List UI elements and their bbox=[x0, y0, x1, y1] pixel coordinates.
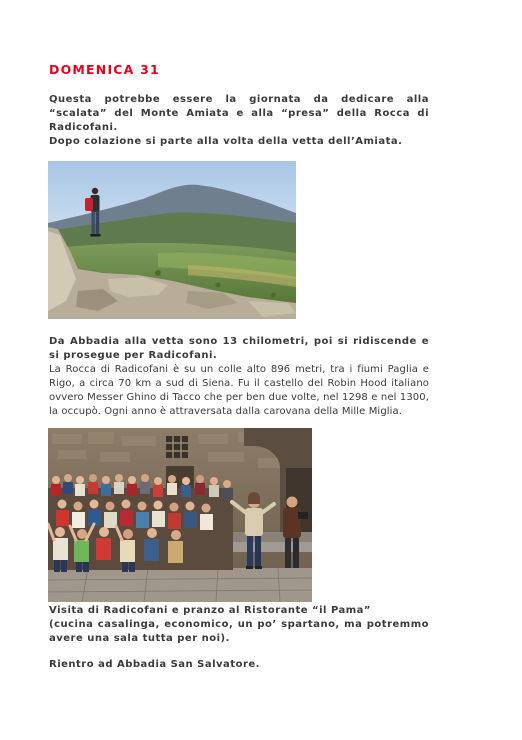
intro-paragraph: Questa potrebbe essere la giornata da dedicare alla “scalata” del Monte Amiata e alla “presa” della Rocca di Radicofani. bbox=[49, 94, 429, 133]
visit-note-paragraph: (cucina casalinga, economico, un po’ spartano, ma potremmo avere una sala tutta per noi). bbox=[49, 619, 429, 644]
group-photo-illustration bbox=[48, 428, 312, 602]
monte-amiata-illustration bbox=[48, 161, 296, 319]
return-paragraph: Rientro ad Abbadia San Salvatore. bbox=[49, 659, 260, 670]
crowd bbox=[48, 474, 233, 572]
day-heading: DOMENICA 31 bbox=[49, 62, 160, 77]
monte-amiata-photo bbox=[48, 161, 296, 319]
departure-paragraph: Dopo colazione si parte alla volta della vetta dell’Amiata. bbox=[49, 136, 403, 147]
route-paragraph: Da Abbadia alla vetta sono 13 chilometri, poi si ridiscende e si prosegue per Radicofani. bbox=[49, 336, 429, 361]
group-photo bbox=[48, 428, 312, 602]
radicofani-description: La Rocca di Radicofani è su un colle alto 896 metri, tra i fiumi Paglia e Rigo, a circa 70 km a sud di Siena. Fu il castello del Robin Hood italiano ovvero Messer Ghino di Tacco che per ben due volte, nel 1298 e nel 1300, la occupò. Ogni anno è attraversata dalla carovana della Mille Miglia. bbox=[49, 364, 429, 417]
visit-paragraph: Visita di Radicofani e pranzo al Ristorante “il Pama” bbox=[49, 605, 371, 616]
